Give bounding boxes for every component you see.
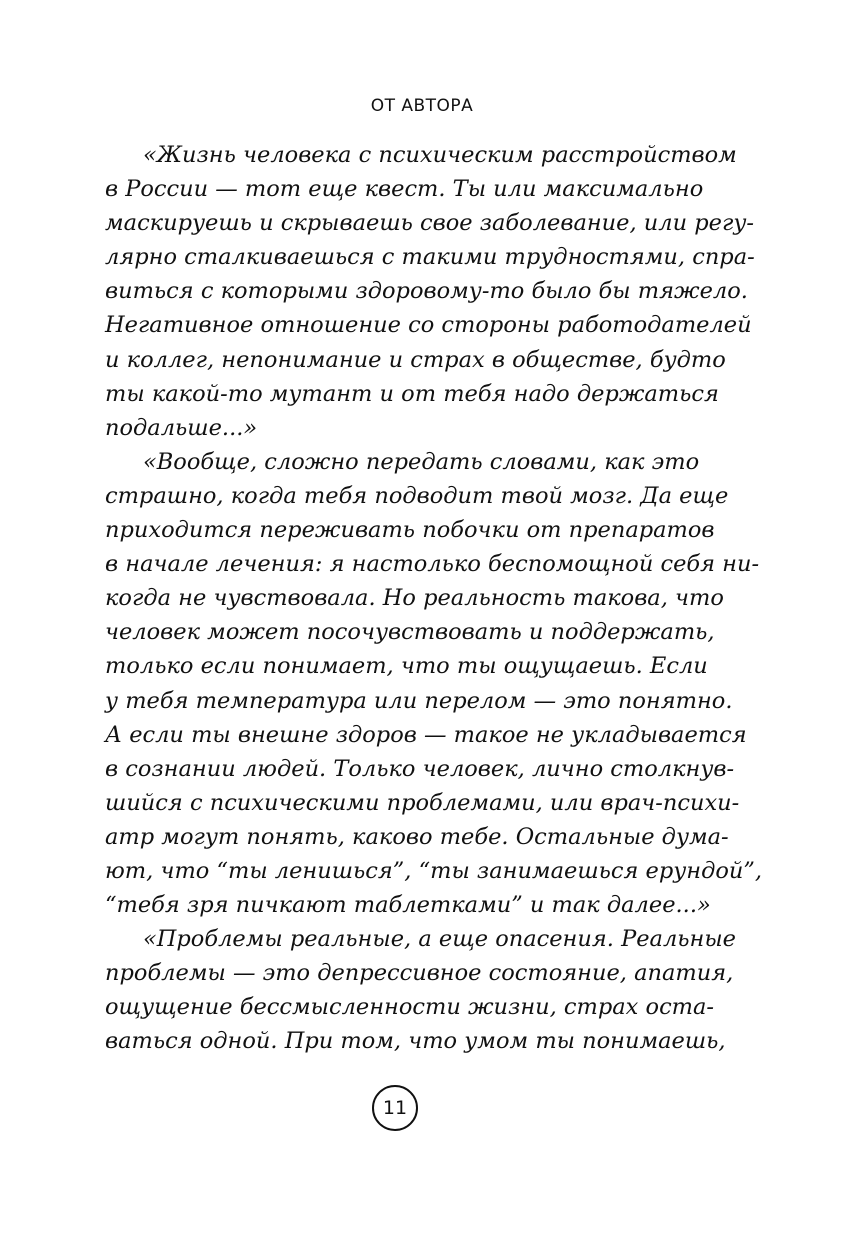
text-line: человек может посочувствовать и поддержать, [105, 619, 715, 646]
text-line: маскируешь и скрываешь свое заболевание, или регу- [105, 210, 754, 237]
text-line: лярно сталкиваешься с такими трудностями, спра- [105, 244, 755, 271]
running-head: ОТ АВТОРА [370, 96, 474, 116]
text-line: ют, что “ты ленишься”, “ты занимаешься ерундой”, [105, 857, 763, 884]
text-line: подальше...» [105, 414, 258, 441]
text-line: «Вообще, сложно передать словами, как это [143, 448, 700, 475]
text-line: в начале лечения: я настолько беспомощной себя ни- [105, 551, 760, 578]
text-line: приходится переживать побочки от препаратов [105, 517, 715, 544]
text-line: виться с которыми здоровому-то было бы тяжело. [105, 278, 748, 305]
text-line: и коллег, непонимание и страх в обществе, будто [105, 346, 726, 373]
text-line: «Проблемы реальные, а еще опасения. Реальные [143, 926, 736, 953]
page-number: 11 [382, 1097, 408, 1119]
text-line: ты какой-то мутант и от тебя надо держаться [105, 380, 719, 407]
page-number-badge [372, 1085, 418, 1131]
text-line: Негативное отношение со стороны работодателей [105, 312, 752, 339]
text-line: “тебя зря пичкают таблетками” и так далее...» [105, 892, 711, 919]
text-line: ваться одной. При том, что умом ты понимаешь, [105, 1028, 726, 1055]
text-line: проблемы — это депрессивное состояние, апатия, [105, 960, 734, 987]
text-line: «Жизнь человека с психическим расстройством [143, 142, 737, 168]
text-line: шийся с психическими проблемами, или врач-психи- [105, 789, 740, 816]
text-line: атр могут понять, каково тебе. Остальные дума- [105, 823, 729, 850]
text-line: в сознании людей. Только человек, лично столкнув- [105, 755, 735, 782]
text-line: в России — тот еще квест. Ты или максимально [105, 176, 704, 203]
text-line: ощущение бессмысленности жизни, страх оста- [105, 994, 715, 1021]
text-line: только если понимает, что ты ощущаешь. Если [105, 653, 708, 680]
text-line: А если ты внешне здоров — такое не укладывается [105, 721, 747, 748]
text-line: страшно, когда тебя подводит твой мозг. Да еще [105, 482, 729, 509]
text-line: когда не чувствовала. Но реальность такова, что [105, 585, 724, 612]
body-text [105, 138, 763, 1059]
text-line: у тебя температура или перелом — это понятно. [105, 687, 733, 714]
